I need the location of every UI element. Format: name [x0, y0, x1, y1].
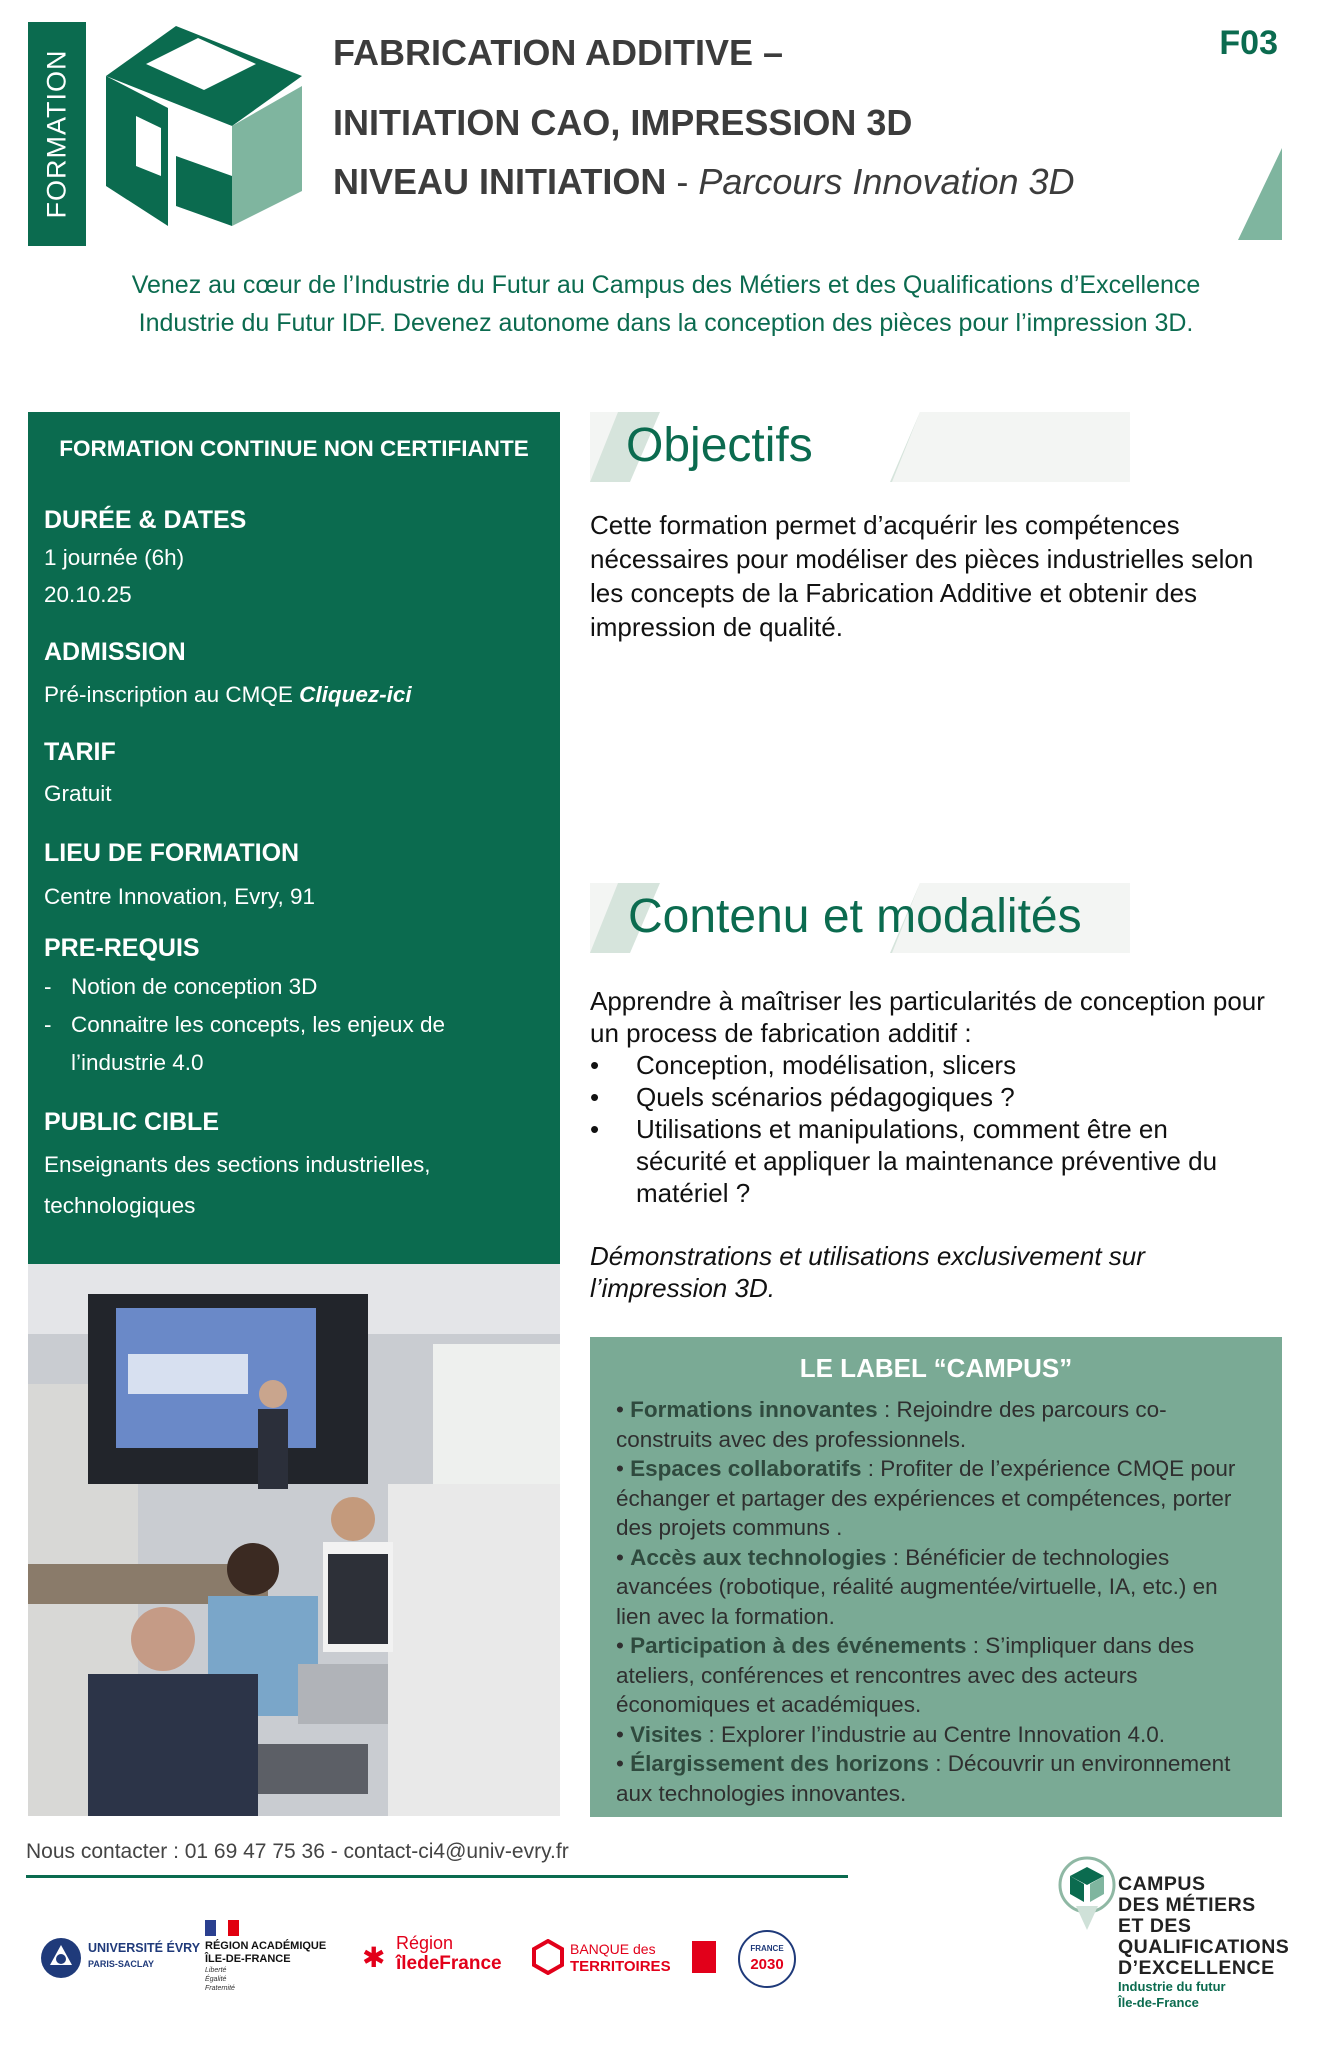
label-item-text: : Rejoindre des parcours co-construits avec des professionnels.	[616, 1397, 1167, 1452]
title-separator: -	[666, 161, 699, 202]
cmq-text-5: D’EXCELLENCE	[1118, 1957, 1275, 1979]
tarif-value: Gratuit	[44, 781, 112, 806]
region-text-1: Région	[396, 1933, 454, 1953]
hexagon-icon	[532, 1939, 564, 1975]
course-code: F03	[1219, 24, 1278, 62]
prereq-item-1: Notion de conception 3D	[71, 974, 318, 999]
bullet: •	[616, 1721, 624, 1747]
cmq-text-6: Industrie du futur	[1118, 1979, 1226, 1994]
caisse-depots-mark	[692, 1941, 716, 1973]
marianne-flag-icon	[205, 1920, 239, 1936]
acad-text-2: ÎLE-DE-FRANCE	[205, 1953, 291, 1965]
france-text-2: 2030	[750, 1956, 784, 1973]
label-item	[616, 1543, 1256, 1632]
parcours-text: Parcours Innovation 3D	[698, 161, 1075, 202]
label-item-text: : Profiter de l’expérience CMQE pour échanger et partager des expériences et compétences, porter des projets communs .	[616, 1456, 1236, 1540]
formation-side-bar	[28, 22, 86, 246]
cmq-text-7: Île-de-France	[1118, 1995, 1199, 2010]
duration-value: 1 journée (6h)	[44, 545, 185, 570]
evry-text-2: PARIS-SACLAY	[88, 1959, 155, 1969]
label-item-bold: Accès aux technologies	[630, 1544, 887, 1570]
univ-evry-logo	[40, 1935, 201, 1985]
contact-info: Nous contacter : 01 69 47 75 36 - contact-ci4@univ-evry.fr	[26, 1840, 569, 1863]
bullet: •	[616, 1633, 624, 1658]
title-line-1: FABRICATION ADDITIVE –	[333, 32, 784, 73]
prereq-item-2a: Connaitre les concepts, les enjeux de	[71, 1012, 445, 1037]
evry-emblem-icon	[40, 1935, 82, 1981]
label-item	[616, 1631, 1256, 1720]
cmq-text-1: CAMPUS	[1118, 1873, 1206, 1895]
list-item	[590, 1081, 1270, 1113]
contenu-item-3: Utilisations et manipulations, comment être en sécurité et appliquer la maintenance préventive du matériel ?	[636, 1114, 1218, 1208]
title-line-2: INITIATION CAO, IMPRESSION 3D	[333, 102, 913, 143]
footer-divider	[26, 1875, 848, 1878]
cmq-logo-text	[1118, 1874, 1289, 2011]
classroom-photo	[28, 1264, 560, 1816]
label-item-bold: Participation à des événements	[630, 1633, 967, 1658]
label-item	[616, 1454, 1256, 1543]
evry-text-1: UNIVERSITÉ ÉVRY	[88, 1941, 201, 1955]
objectifs-text: Cette formation permet d’acquérir les compétences nécessaires pour modéliser des pièces industrielles selon les concepts de la Fabrication Additive et obtenir des impression de qualité.	[590, 510, 1254, 642]
intro-text	[40, 266, 1292, 342]
region-idf-logo	[362, 1933, 512, 1983]
cmq-badge-icon	[1058, 1856, 1116, 1930]
contenu-intro: Apprendre à maîtriser les particularités de conception pour un process de fabrication additif :	[590, 986, 1265, 1048]
prereq-heading: PRE-REQUIS	[44, 934, 200, 962]
region-text-2: îledeFrance	[396, 1953, 502, 1974]
contenu-header	[590, 883, 1130, 953]
france-2030-logo	[738, 1930, 796, 1988]
acad-text-1: RÉGION ACADÉMIQUE	[205, 1940, 327, 1952]
label-title: LE LABEL “CAMPUS”	[799, 1353, 1073, 1383]
label-items	[616, 1395, 1256, 1808]
label-item-text: : S’impliquer dans des ateliers, conférences et rencontres avec des acteurs économiques et académiques.	[616, 1633, 1195, 1717]
title-line-3	[333, 161, 1075, 203]
campus-cube-logo	[106, 26, 302, 226]
intro-line-2: Industrie du Futur IDF. Devenez autonome dans la conception des pièces pour l’impression 3D.	[138, 309, 1194, 337]
corner-triangle-decoration	[1238, 148, 1282, 240]
acad-text-3: Liberté	[205, 1967, 227, 1974]
contenu-note: Démonstrations et utilisations exclusivement sur l’impression 3D.	[590, 1241, 1145, 1303]
public-line-2: technologiques	[44, 1193, 196, 1218]
bullet: •	[616, 1751, 624, 1776]
bullet: •	[590, 1114, 600, 1144]
cmq-text-4: QUALIFICATIONS	[1118, 1936, 1290, 1958]
region-academique-logo	[205, 1920, 345, 2000]
label-item-bold: Élargissement des horizons	[630, 1751, 929, 1776]
label-item-text: : Bénéficier de technologies avancées (robotique, réalité augmentée/virtuelle, IA, etc.) en lien avec la formation.	[616, 1544, 1218, 1629]
label-item-bold: Espaces collaboratifs	[630, 1456, 862, 1481]
star-icon: ✱	[362, 1942, 386, 1973]
duration-heading: DURÉE & DATES	[44, 506, 247, 534]
contenu-heading: Contenu et modalités	[628, 890, 1082, 943]
label-item-text: : Découvrir un environnement aux technologies innovantes.	[616, 1751, 1231, 1806]
objectifs-heading: Objectifs	[626, 419, 813, 472]
label-item-text: : Explorer l’industrie au Centre Innovation 4.0.	[702, 1721, 1166, 1747]
prereq-item-2b: l’industrie 4.0	[71, 1050, 204, 1075]
public-line-1: Enseignants des sections industrielles,	[44, 1152, 431, 1177]
banque-territoires-logo	[532, 1933, 722, 1983]
bullet: •	[590, 1050, 600, 1080]
cmq-text-3: ET DES	[1118, 1915, 1192, 1937]
label-item-bold: Formations innovantes	[630, 1397, 878, 1422]
acad-text-5: Fraternité	[205, 1985, 235, 1992]
banque-text-1: BANQUE des	[570, 1941, 656, 1957]
admission-heading: ADMISSION	[44, 638, 186, 666]
label-item	[616, 1749, 1256, 1808]
admission-text: Pré-inscription au CMQE	[44, 682, 300, 707]
objectifs-header	[590, 412, 1130, 482]
acad-text-4: Égalité	[205, 1976, 227, 1983]
contenu-item-2: Quels scénarios pédagogiques ?	[636, 1082, 1015, 1112]
dates-value: 20.10.25	[44, 582, 132, 607]
admission-line	[44, 682, 412, 708]
label-item	[616, 1720, 1256, 1750]
prereq-dash-1: -	[44, 974, 52, 999]
bullet: •	[616, 1397, 624, 1422]
register-link[interactable]: Cliquez-ici	[299, 682, 412, 707]
banque-text-2: TERRITOIRES	[570, 1958, 671, 1975]
panel-title: FORMATION CONTINUE NON CERTIFIANTE	[59, 436, 529, 461]
bullet: •	[590, 1082, 600, 1112]
label-item	[616, 1395, 1256, 1454]
france-text-1: FRANCE	[750, 1944, 784, 1953]
tarif-heading: TARIF	[44, 738, 116, 766]
lieu-heading: LIEU DE FORMATION	[44, 839, 300, 867]
bullet: •	[616, 1456, 624, 1481]
cmq-text-2: DES MÉTIERS	[1118, 1894, 1256, 1916]
public-heading: PUBLIC CIBLE	[44, 1108, 219, 1136]
side-label: FORMATION	[41, 49, 72, 219]
info-panel	[28, 412, 560, 1264]
bullet: •	[616, 1544, 624, 1570]
contenu-item-1: Conception, modélisation, slicers	[636, 1050, 1017, 1080]
list-item	[590, 1049, 1270, 1081]
campus-label-box	[590, 1337, 1282, 1817]
label-item-bold: Visites	[630, 1721, 703, 1747]
list-item	[590, 1113, 1270, 1209]
intro-line-1: Venez au cœur de l’Industrie du Futur au Campus des Métiers et des Qualifications d’Excellence	[131, 271, 1201, 299]
level-text: NIVEAU INITIATION	[333, 161, 667, 202]
lieu-value: Centre Innovation, Evry, 91	[44, 884, 315, 909]
prereq-dash-2: -	[44, 1012, 52, 1037]
